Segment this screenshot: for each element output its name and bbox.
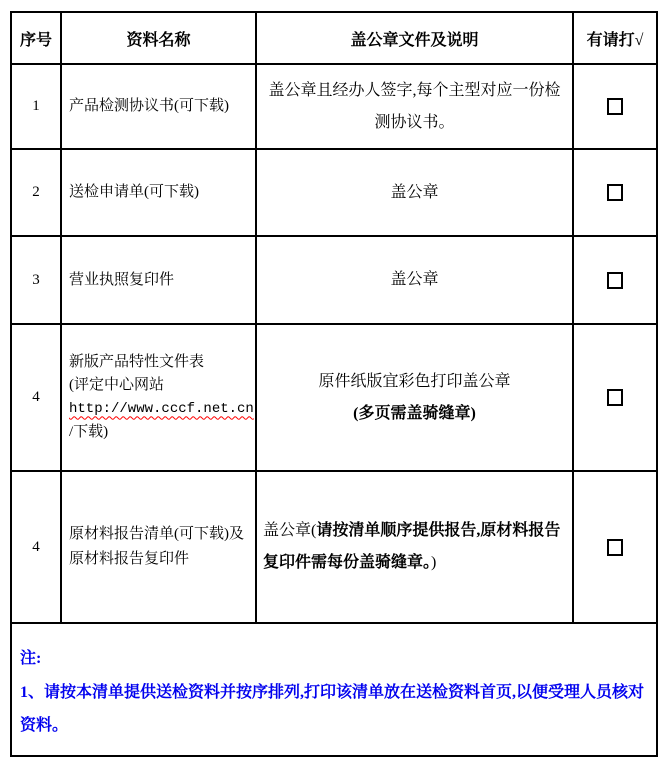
material-name-text: 产品检测协议书(可下载) [69, 98, 229, 115]
material-name-line: (评定中心网站 [69, 377, 164, 394]
material-name-text: 营业执照复印件 [69, 271, 175, 288]
checkbox[interactable] [607, 389, 623, 406]
seal-description-cell [256, 149, 573, 236]
check-cell [573, 324, 657, 471]
material-name-line: 新版产品特性文件表 [69, 353, 205, 370]
material-name-cell [61, 324, 256, 471]
material-name-text: 原材料报告清单(可下载)及原材料报告复印件 [69, 526, 244, 567]
table-row-5 [11, 471, 657, 623]
table-header-row [11, 12, 657, 64]
check-cell [573, 471, 657, 623]
seal-description-cell [256, 324, 573, 471]
header-seal-description: 盖公章文件及说明 [256, 12, 573, 64]
note-item-1: 1、请按本清单提供送检资料并按序排列,打印该清单放在送检资料首页,以便受理人员核对资料。 [20, 683, 645, 735]
seal-description-line: 原件纸版宜彩色打印盖公章 [318, 372, 511, 390]
material-name-cell [61, 149, 256, 236]
table-row-2 [11, 149, 657, 236]
row-number: 4 [11, 324, 61, 471]
checkbox[interactable] [607, 98, 623, 115]
submission-checklist-table [10, 11, 658, 757]
seal-description-cell [256, 471, 573, 623]
header-material-name: 资料名称 [61, 12, 256, 64]
material-name-cell [61, 64, 256, 149]
seal-description-suffix: ) [431, 554, 437, 571]
note-title: 注: [20, 649, 42, 667]
row-number: 3 [11, 236, 61, 324]
check-cell [573, 64, 657, 149]
header-check-mark: 有请打√ [573, 12, 657, 64]
seal-description-bold-text: 请按清单顺序提供报告,原材料报告复印件需每份盖骑缝章。 [263, 522, 561, 571]
checkbox[interactable] [607, 272, 623, 289]
check-cell [573, 236, 657, 324]
seal-description-text: 盖公章 [390, 271, 439, 288]
checkbox[interactable] [607, 184, 623, 201]
notes-row [11, 623, 657, 756]
seal-description-text: 盖公章 [390, 183, 439, 201]
table-row-3 [11, 236, 657, 324]
seal-description-cell [256, 64, 573, 149]
notes-cell [11, 623, 657, 756]
row-number: 2 [11, 149, 61, 236]
material-name-cell [61, 236, 256, 324]
seal-description-prefix: 盖公章( [263, 522, 317, 539]
header-seq-no: 序号 [11, 12, 61, 64]
download-url-text: http://www.cccf.net.cn [69, 401, 254, 418]
table-row-4 [11, 324, 657, 471]
seal-description-cell [256, 236, 573, 324]
check-cell [573, 149, 657, 236]
seal-description-text: 盖公章且经办人签字,每个主型对应一份检测协议书。 [268, 81, 561, 131]
row-number: 4 [11, 471, 61, 623]
seal-description-bold-line: (多页需盖骑缝章) [353, 404, 476, 422]
material-name-line: /下载) [69, 423, 109, 440]
material-name-cell [61, 471, 256, 623]
material-name-text: 送检申请单(可下载) [69, 184, 199, 201]
table-row-1 [11, 64, 657, 149]
checkbox[interactable] [607, 539, 623, 556]
row-number: 1 [11, 64, 61, 149]
